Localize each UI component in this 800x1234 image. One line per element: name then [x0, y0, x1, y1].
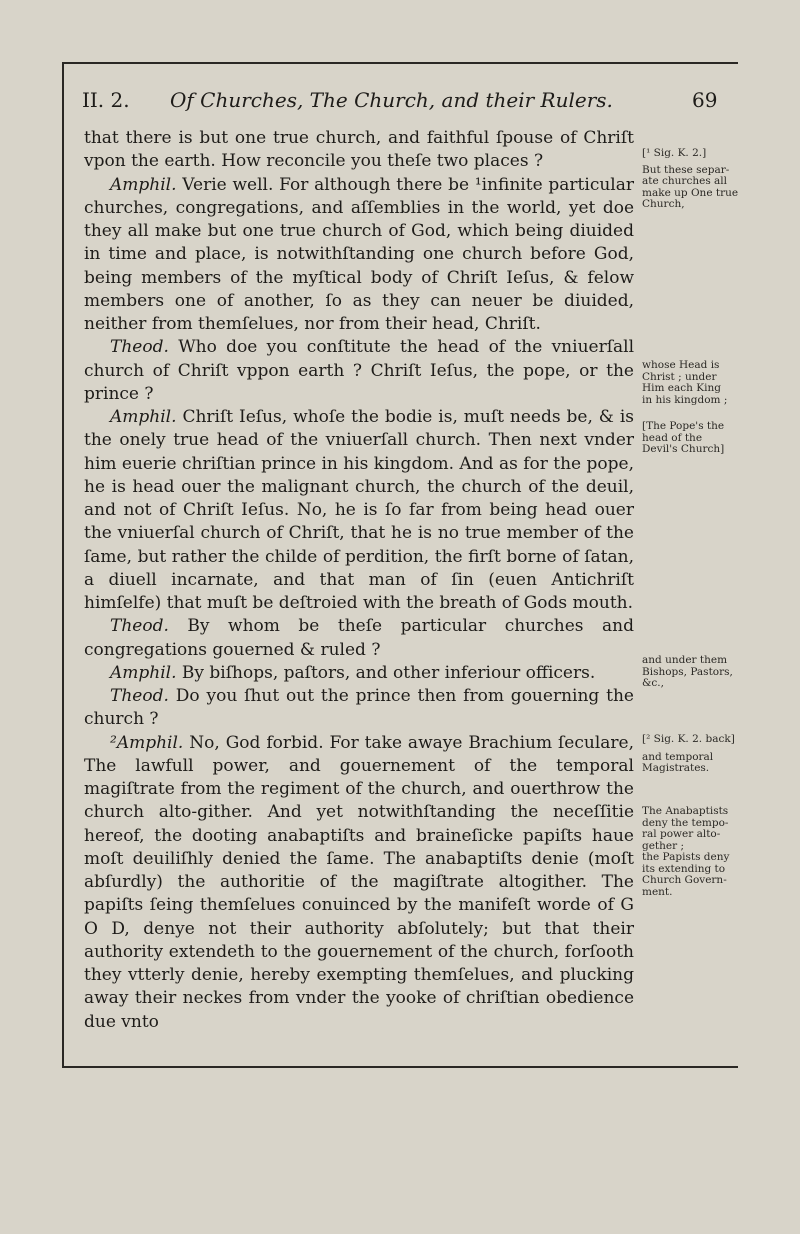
margin-note-line: the Papists deny	[642, 851, 730, 863]
margin-note-line: [² Sig. K. 2. back]	[642, 733, 735, 745]
margin-note-line: gether ;	[642, 839, 685, 852]
margin-note-line: and temporal	[642, 750, 714, 763]
margin-note-line: [The Pope's the	[642, 420, 725, 432]
speaker-name: Amphil.	[110, 407, 177, 427]
margin-note-line: in his kingdom ;	[642, 393, 728, 406]
paragraph	[84, 662, 634, 685]
margin-note-line: and under them	[642, 654, 728, 666]
margin-note-line: Church Govern-	[642, 874, 727, 886]
paragraph-text: No, God forbid. For take awaye Brachium ſeculare, The lawfull power, and gouernement of the temporal magiſtrate from the regiment of the church, and ouerthrow the church alto-gither. And yet notwithſtanding the neceſſitie hereof, the dooting anabaptiſts and braineſicke papiſts haue moſt deuiliſhly denied the ſame. The anabaptiſts denie (moſt abſurdly) the authoritie of the magiſtrate altogither. The papiſts ſeing themſelues conuinced by the manifeſt worde of G O D, denye not their authority abſolutely; but that their authority extendeth to the gouernement of the church, forſooth they vtterly denie, hereby exempting themſelues, and plucking away their neckes from vnder the yooke of chriſtian obedience due vnto	[84, 732, 634, 1032]
paragraph-text: Chriſt Ieſus, whoſe the bodie is, muſt needs be, & is the onely true head of the vniuerſall church. Then next vnder him euerie chriſtian prince in his kingdom. And as for the pope, he is head ouer the malignant church, the church of the deuil, and not of Chriſt Ieſus. No, he is ſo far from being head ouer the vniuerſal church of Chriſt, that he is no true member of the ſame, but rather the childe of perdition, the firſt borne of ſatan, a diuell incarnate, and that man of ſin (euen Antichriſt himſelfe) that muſt be deſtroied with the breath of Gods mouth.	[84, 407, 635, 613]
speaker-name: Theod.	[110, 686, 169, 706]
paragraph	[84, 732, 634, 1034]
margin-note-line: ate churches all	[642, 175, 728, 187]
speaker-name: Amphil.	[110, 662, 177, 683]
margin-note-line: But these separ-	[642, 163, 730, 176]
paragraph-text: By biſhops, paſtors, and other inferiour officers.	[181, 662, 596, 683]
bottom-border-rule	[62, 1066, 738, 1068]
paragraph	[84, 406, 634, 615]
paragraph	[84, 615, 634, 662]
paragraph-text: By whom be theſe particular churches and congregations gouerned & ruled ?	[84, 616, 635, 660]
top-border-rule	[62, 62, 738, 64]
speaker-name: ²Amphil.	[110, 732, 184, 753]
section-number: II. 2.	[82, 88, 130, 112]
paragraph-text: Verie well. For although there be ¹infinite particular churches, congregations, and aſſemblies in the world, yet doe they all make but one true church of God, which being diuided in time and place, is notwithſtanding one church before God, being members of the myſtical body of Chriſt Ieſus, & felow members one of another, ſo as they can neuer be diuided, neither from themſelues, nor from their head, Chriſt.	[84, 174, 634, 334]
margin-note	[642, 806, 752, 898]
margin-note	[642, 421, 752, 456]
margin-note-line: [¹ Sig. K. 2.]	[642, 147, 707, 159]
margin-note-line: Bishops, Pastors,	[642, 665, 733, 678]
margin-note-line: Devil's Church]	[642, 443, 725, 455]
margin-note-line: make up One true	[642, 186, 739, 199]
margin-note-line: ral power alto-	[642, 828, 721, 840]
margin-note	[642, 734, 752, 775]
paragraph	[84, 685, 634, 732]
margin-note-line: whose Head is	[642, 359, 720, 371]
paragraph-text: Do you ſhut out the prince then from gouerning the church ?	[84, 686, 634, 730]
running-title: Of Churches, The Church, and their Rulers.	[170, 88, 613, 112]
paragraph	[84, 127, 634, 174]
speaker-name: Theod.	[110, 337, 169, 358]
margin-note	[642, 655, 752, 690]
margin-note-line: &c.,	[642, 677, 664, 689]
margin-note-line: deny the tempo-	[642, 816, 729, 829]
margin-note-line: Christ ; under	[642, 370, 717, 383]
speaker-name: Amphil.	[110, 174, 177, 195]
margin-note-line: Him each King	[642, 382, 721, 394]
page-number: 69	[692, 88, 718, 112]
margin-note	[642, 360, 752, 406]
paragraph	[84, 336, 634, 406]
margin-note-line: The Anabaptists	[642, 805, 729, 817]
margin-note-line: its extending to	[642, 862, 726, 875]
paragraph-text: Who doe you conſtitute the head of the vniuerſall church of Chriſt vppon earth ? Chriſt Ieſus, the pope, or the prince ?	[84, 337, 635, 404]
main-text	[84, 127, 634, 1034]
paragraph-text: that there is but one true church, and faithful ſpouse of Chriſt vpon the earth. How reconcile you theſe two places ?	[84, 128, 634, 172]
left-border-rule	[62, 62, 64, 1067]
margin-note-line: ment.	[642, 885, 673, 898]
paragraph	[84, 174, 634, 337]
margin-note-line: head of the	[642, 431, 703, 444]
margin-note	[642, 148, 752, 211]
margin-note-line: Magistrates.	[642, 762, 710, 774]
margin-note-line: Church,	[642, 198, 685, 210]
speaker-name: Theod.	[110, 616, 169, 637]
